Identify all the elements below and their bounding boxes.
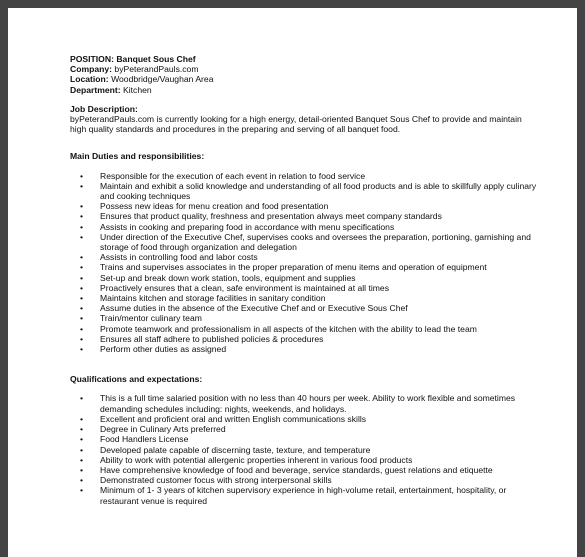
bullet-icon: • (80, 485, 84, 496)
list-item-text: Developed palate capable of discerning taste, texture, and temperature (100, 444, 371, 455)
list-item-text: Under direction of the Executive Chef, supervises cooks and oversees the preparation, portioning, garnishing and storage of food through organization and delegation (100, 231, 531, 253)
department-line (70, 85, 537, 95)
location-value: Woodbridge/Vaughan Area (111, 74, 214, 85)
list-item-text: Maintains kitchen and storage facilities in sanitary condition (100, 293, 326, 304)
qualifications-section (70, 374, 537, 505)
list-item (70, 222, 537, 232)
list-item (70, 181, 537, 201)
company-value: byPeterandPauls.com (114, 64, 199, 75)
list-item (70, 424, 537, 434)
bullet-icon: • (80, 393, 84, 404)
list-item (70, 334, 537, 344)
department-value: Kitchen (123, 84, 152, 95)
list-item-text: Ability to work with potential allergenic properties inherent in various food products (100, 454, 413, 465)
list-item-text: Ensures all staff adhere to published policies & procedures (100, 333, 324, 344)
bullet-icon: • (80, 201, 84, 212)
bullet-icon: • (80, 424, 84, 435)
position-value: Banquet Sous Chef (116, 54, 196, 64)
job-description-text: byPeterandPauls.com is currently looking for a high energy, detail-oriented Banquet Sous Chef to provide and maintain high quality standards and procedures in the preparing and serving of all banquet food. (70, 114, 522, 135)
job-header (70, 54, 537, 95)
job-description-title: Job Description: (70, 103, 138, 114)
bullet-icon: • (80, 170, 84, 181)
bullet-icon: • (80, 180, 84, 191)
document-page (8, 8, 577, 557)
list-item-text: Promote teamwork and professionalism in all aspects of the kitchen with the ability to lead the team (100, 323, 477, 334)
bullet-icon: • (80, 272, 84, 283)
job-description-section (70, 104, 537, 135)
position-line (70, 54, 537, 64)
list-item-text: Set-up and break down work station, tools, equipment and supplies (100, 272, 356, 283)
list-item (70, 171, 537, 181)
list-item (70, 465, 537, 475)
company-line (70, 64, 537, 74)
list-item-text: Trains and supervises associates in the proper preparation of menu items and operation of equipment (100, 262, 487, 273)
list-item (70, 211, 537, 221)
bullet-icon: • (80, 303, 84, 314)
bullet-icon: • (80, 444, 84, 455)
list-item (70, 445, 537, 455)
list-item (70, 344, 537, 354)
bullet-icon: • (80, 252, 84, 263)
bullet-icon: • (80, 434, 84, 445)
list-item (70, 434, 537, 444)
list-item (70, 324, 537, 334)
list-item (70, 485, 537, 505)
list-item (70, 232, 537, 252)
bullet-icon: • (80, 221, 84, 232)
list-item (70, 303, 537, 313)
qualifications-title: Qualifications and expectations: (70, 374, 203, 385)
department-label: Department: (70, 84, 121, 95)
duties-section (70, 151, 537, 354)
list-item (70, 293, 537, 303)
list-item (70, 283, 537, 293)
bullet-icon: • (80, 282, 84, 293)
duties-title: Main Duties and responsibilities: (70, 151, 205, 162)
bullet-icon: • (80, 454, 84, 465)
company-label: Company: (70, 64, 113, 75)
list-item-text: Proactively ensures that a clean, safe environment is maintained at all times (100, 282, 389, 293)
bullet-icon: • (80, 211, 84, 222)
position-label: POSITION: (70, 54, 114, 64)
list-item (70, 252, 537, 262)
list-item-text: Ensures that product quality, freshness and presentation always meet company standards (100, 211, 442, 222)
bullet-icon: • (80, 333, 84, 344)
list-item-text: Assists in cooking and preparing food in accordance with menu specifications (100, 221, 395, 232)
list-item-text: This is a full time salaried position with no less than 40 hours per week. Ability to work flexible and sometimes demanding schedules including: nights, weekends, and holidays. (100, 393, 516, 414)
list-item (70, 455, 537, 465)
list-item-text: Minimum of 1- 3 years of kitchen supervisory experience in high-volume retail, entertainment, hospitality, or restaurant venue is required (100, 485, 507, 506)
list-item-text: Responsible for the execution of each event in relation to food service (100, 170, 366, 181)
list-item-text: Assume duties in the absence of the Executive Chef and or Executive Sous Chef (100, 303, 408, 314)
bullet-icon: • (80, 262, 84, 273)
list-item-text: Demonstrated customer focus with strong interpersonal skills (100, 475, 332, 486)
list-item-text: Degree in Culinary Arts preferred (100, 424, 226, 435)
list-item-text: Perform other duties as assigned (100, 344, 227, 355)
list-item (70, 393, 537, 413)
bullet-icon: • (80, 413, 84, 424)
list-item-text: Food Handlers License (100, 434, 189, 445)
list-item-text: Have comprehensive knowledge of food and beverage, service standards, guest relations and etiquette (100, 464, 493, 475)
list-item (70, 262, 537, 272)
list-item (70, 414, 537, 424)
bullet-icon: • (80, 231, 84, 242)
list-item (70, 475, 537, 485)
duties-list (70, 171, 537, 355)
list-item-text: Maintain and exhibit a solid knowledge and understanding of all food products and is able to skillfully apply culinary and cooking techniques (100, 180, 537, 202)
bullet-icon: • (80, 313, 84, 324)
qualifications-list (70, 393, 537, 505)
list-item (70, 201, 537, 211)
bullet-icon: • (80, 464, 84, 475)
location-label: Location: (70, 74, 109, 85)
list-item-text: Excellent and proficient oral and written English communications skills (100, 413, 367, 424)
location-line (70, 74, 537, 84)
list-item-text: Assists in controlling food and labor costs (100, 252, 258, 263)
list-item (70, 273, 537, 283)
list-item-text: Possess new ideas for menu creation and food presentation (100, 201, 329, 212)
list-item-text: Train/mentor culinary team (100, 313, 202, 324)
bullet-icon: • (80, 323, 84, 334)
list-item (70, 313, 537, 323)
bullet-icon: • (80, 344, 84, 355)
bullet-icon: • (80, 293, 84, 304)
bullet-icon: • (80, 475, 84, 486)
